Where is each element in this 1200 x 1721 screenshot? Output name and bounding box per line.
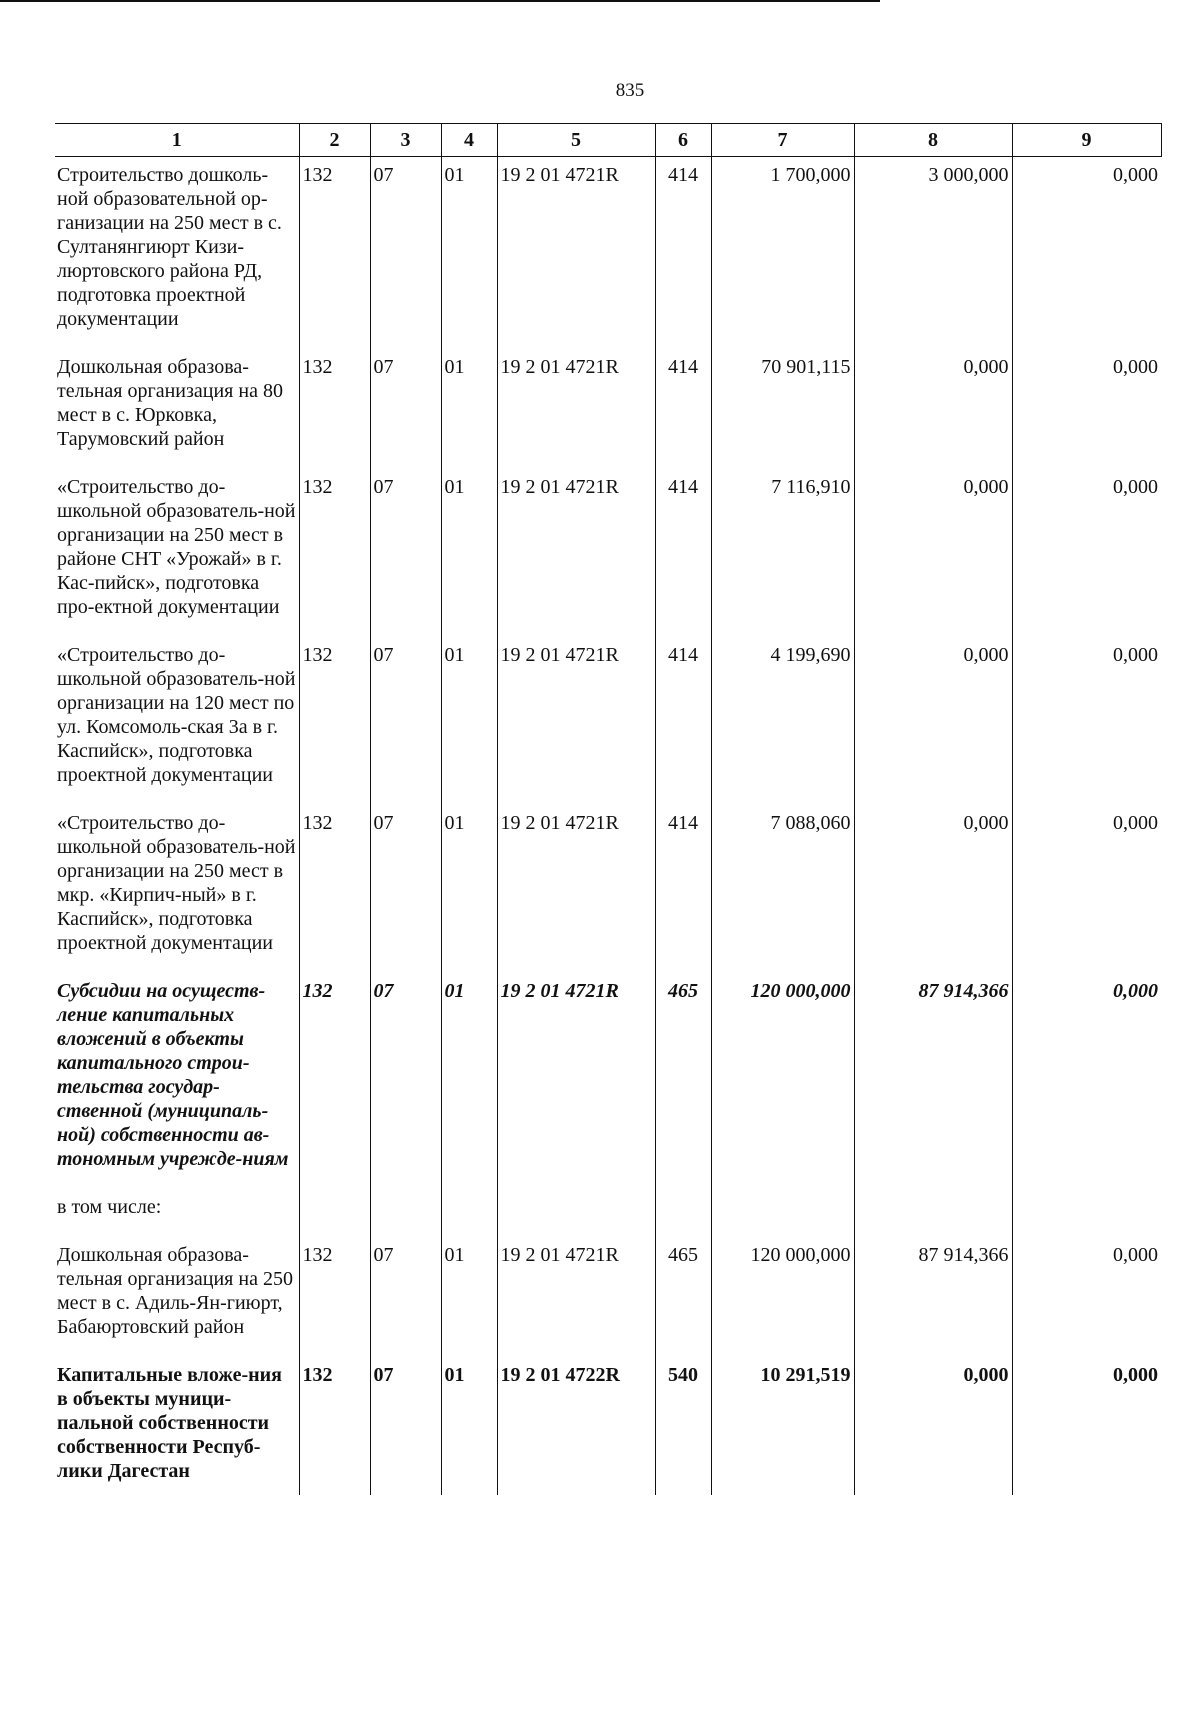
row-name: «Строительство до-школьной образователь-ной организации на 250 мест в мкр. «Кирпич-ный» в г. Каспийск», подготовка проектной документации	[57, 812, 296, 954]
cell-expense-type: 465	[655, 1237, 711, 1357]
cell-subsection: 01	[441, 349, 497, 469]
cell-amount-col9: 0,000	[1012, 349, 1161, 469]
table-row-total	[55, 1357, 1161, 1495]
column-header: 2	[299, 124, 370, 157]
cell-amount-col9: 0,000	[1012, 637, 1161, 805]
cell-amount-col8: 0,000	[854, 637, 1012, 805]
cell-section	[370, 1189, 441, 1237]
table-row	[55, 637, 1161, 805]
cell-amount-col8: 87 914,366	[854, 1237, 1012, 1357]
cell-section: 07	[370, 973, 441, 1189]
cell-amount-col8: 0,000	[854, 349, 1012, 469]
cell-amount-col9: 0,000	[1012, 973, 1161, 1189]
cell-amount-col7	[711, 1189, 854, 1237]
row-name: Строительство дошколь-ной образовательной ор-ганизации на 250 мест в с. Султанянгиюрт Кизи-люртовского района РД, подготовка проектной документации	[57, 164, 282, 330]
cell-target-article: 19 2 01 4721R	[497, 973, 655, 1189]
cell-expense-type: 414	[655, 157, 711, 350]
cell-section: 07	[370, 805, 441, 973]
cell-target-article: 19 2 01 4722R	[497, 1357, 655, 1495]
cell-ministry-code: 132	[299, 637, 370, 805]
cell-amount-col7: 120 000,000	[711, 1237, 854, 1357]
column-header: 8	[854, 124, 1012, 157]
cell-expense-type	[655, 1189, 711, 1237]
column-header: 1	[55, 124, 299, 157]
row-name: Дошкольная образова-тельная организация на 250 мест в с. Адиль-Ян-гиюрт, Бабаюртовский район	[57, 1244, 293, 1338]
cell-amount-col9: 0,000	[1012, 157, 1161, 350]
top-border-rule	[0, 0, 880, 2]
cell-target-article	[497, 1189, 655, 1237]
row-name: «Строительство до-школьной образователь-ной организации на 120 мест по ул. Комсомоль-ская 3а в г. Каспийск», подготовка проектной документации	[57, 644, 296, 786]
table-row	[55, 157, 1161, 350]
cell-amount-col7: 10 291,519	[711, 1357, 854, 1495]
cell-ministry-code: 132	[299, 973, 370, 1189]
cell-amount-col7: 4 199,690	[711, 637, 854, 805]
cell-ministry-code: 132	[299, 349, 370, 469]
cell-expense-type: 414	[655, 805, 711, 973]
header-row	[55, 124, 1161, 157]
cell-amount-col8: 87 914,366	[854, 973, 1012, 1189]
cell-amount-col8	[854, 1189, 1012, 1237]
cell-section: 07	[370, 469, 441, 637]
cell-amount-col8: 0,000	[854, 1357, 1012, 1495]
column-header: 6	[655, 124, 711, 157]
cell-expense-type: 414	[655, 469, 711, 637]
column-header: 3	[370, 124, 441, 157]
row-name: Капитальные вложе-ния в объекты муници-пальной собственности собственности Респуб-лики Дагестан	[57, 1364, 282, 1482]
cell-amount-col9: 0,000	[1012, 1237, 1161, 1357]
cell-ministry-code: 132	[299, 805, 370, 973]
cell-subsection: 01	[441, 805, 497, 973]
cell-target-article: 19 2 01 4721R	[497, 805, 655, 973]
cell-expense-type: 414	[655, 637, 711, 805]
cell-amount-col9	[1012, 1189, 1161, 1237]
cell-amount-col8: 0,000	[854, 469, 1012, 637]
cell-subsection: 01	[441, 973, 497, 1189]
cell-amount-col8: 0,000	[854, 805, 1012, 973]
table-row	[55, 469, 1161, 637]
cell-ministry-code: 132	[299, 157, 370, 350]
column-header: 4	[441, 124, 497, 157]
cell-subsection	[441, 1189, 497, 1237]
cell-target-article: 19 2 01 4721R	[497, 469, 655, 637]
column-header: 7	[711, 124, 854, 157]
cell-subsection: 01	[441, 157, 497, 350]
row-name: в том числе:	[57, 1196, 162, 1218]
table-row	[55, 1237, 1161, 1357]
page-number: 835	[615, 80, 645, 101]
cell-subsection: 01	[441, 1237, 497, 1357]
cell-amount-col9: 0,000	[1012, 469, 1161, 637]
table-row	[55, 1189, 1161, 1237]
cell-section: 07	[370, 637, 441, 805]
row-name: «Строительство до-школьной образователь-ной организации на 250 мест в районе СНТ «Урожай» в г. Кас-пийск», подготовка про-ектной документации	[57, 476, 296, 618]
cell-section: 07	[370, 349, 441, 469]
table-row-subtotal	[55, 973, 1161, 1189]
column-header: 9	[1012, 124, 1161, 157]
cell-ministry-code: 132	[299, 469, 370, 637]
cell-ministry-code	[299, 1189, 370, 1237]
row-name: Дошкольная образова-тельная организация на 80 мест в с. Юрковка, Тарумовский район	[57, 356, 283, 450]
column-header: 5	[497, 124, 655, 157]
cell-subsection: 01	[441, 637, 497, 805]
cell-section: 07	[370, 157, 441, 350]
budget-table	[55, 123, 1162, 1495]
cell-target-article: 19 2 01 4721R	[497, 157, 655, 350]
cell-target-article: 19 2 01 4721R	[497, 1237, 655, 1357]
cell-section: 07	[370, 1237, 441, 1357]
cell-expense-type: 540	[655, 1357, 711, 1495]
table-row	[55, 349, 1161, 469]
row-name: Субсидии на осуществ-ление капитальных вложений в объекты капитального строи-тельства государ-ственной (муниципаль-ной) собственности ав-тономным учрежде-ниям	[57, 980, 289, 1170]
cell-subsection: 01	[441, 1357, 497, 1495]
cell-ministry-code: 132	[299, 1357, 370, 1495]
cell-target-article: 19 2 01 4721R	[497, 349, 655, 469]
table-row	[55, 805, 1161, 973]
cell-amount-col9: 0,000	[1012, 805, 1161, 973]
cell-amount-col9: 0,000	[1012, 1357, 1161, 1495]
cell-section: 07	[370, 1357, 441, 1495]
cell-expense-type: 465	[655, 973, 711, 1189]
cell-target-article: 19 2 01 4721R	[497, 637, 655, 805]
cell-amount-col7: 70 901,115	[711, 349, 854, 469]
cell-ministry-code: 132	[299, 1237, 370, 1357]
cell-amount-col7: 7 116,910	[711, 469, 854, 637]
cell-expense-type: 414	[655, 349, 711, 469]
cell-amount-col7: 7 088,060	[711, 805, 854, 973]
cell-amount-col7: 1 700,000	[711, 157, 854, 350]
cell-amount-col8: 3 000,000	[854, 157, 1012, 350]
cell-amount-col7: 120 000,000	[711, 973, 854, 1189]
cell-subsection: 01	[441, 469, 497, 637]
